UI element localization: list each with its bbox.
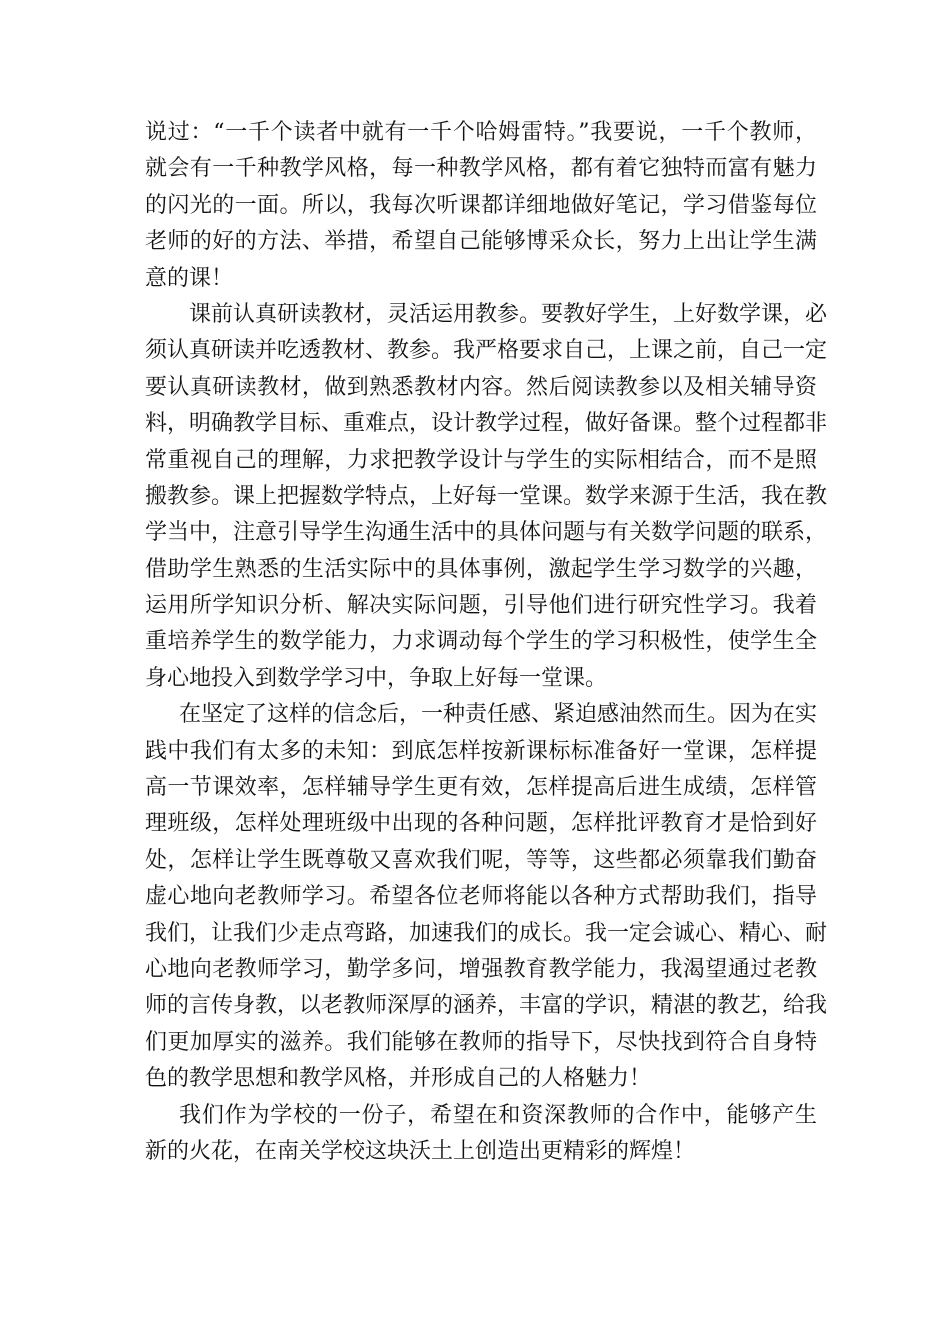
text-line: 处，怎样让学生既尊敬又喜欢我们呢，等等，这些都必须靠我们勤奋 <box>145 847 817 873</box>
text-line: 的闪光的一面。所以，我每次听课都详细地做好笔记，学习借鉴每位 <box>145 192 817 218</box>
text-line: 理班级，怎样处理班级中出现的各种问题，怎样批评教育才是恰到好 <box>145 811 817 837</box>
text-line: 在坚定了这样的信念后，一种责任感、紧迫感油然而生。因为在实 <box>179 702 818 728</box>
text-line: 搬教参。课上把握数学特点，上好每一堂课。数学来源于生活，我在教 <box>145 483 828 509</box>
text-line: 运用所学知识分析、解决实际问题，引导他们进行研究性学习。我着 <box>145 593 817 619</box>
paragraph-responsibility <box>145 697 828 1097</box>
text-line: 老师的好的方法、举措，希望自己能够博采众长，努力上出让学生满 <box>145 229 817 255</box>
text-line: 践中我们有太多的未知：到底怎样按新课标标准备好一堂课，怎样提 <box>145 738 817 764</box>
document-page <box>145 115 828 1170</box>
paragraph-study-materials <box>145 297 828 697</box>
text-line: 意的课！ <box>145 265 234 291</box>
text-line: 借助学生熟悉的生活实际中的具体事例，激起学生学习数学的兴趣， <box>145 556 817 582</box>
text-line: 虚心地向老教师学习。希望各位老师将能以各种方式帮助我们，指导 <box>145 884 817 910</box>
text-line: 说过：“一千个读者中就有一千个哈姆雷特。”我要说，一千个教师， <box>145 120 817 145</box>
text-line: 我们作为学校的一份子，希望在和资深教师的合作中，能够产生 <box>179 1102 817 1128</box>
text-line: 色的教学思想和教学风格，并形成自己的人格魅力！ <box>145 1066 652 1092</box>
text-line: 我们，让我们少走点弯路，加速我们的成长。我一定会诚心、精心、耐 <box>145 920 828 946</box>
text-line: 料，明确教学目标、重难点，设计教学过程，做好备课。整个过程都非 <box>145 411 828 437</box>
text-line: 师的言传身教，以老教师深厚的涵养，丰富的学识，精湛的教艺，给我 <box>145 993 828 1019</box>
text-line: 课前认真研读教材，灵活运用教参。要教好学生，上好数学课，必 <box>189 301 828 327</box>
text-line: 须认真研读并吃透教材、教参。我严格要求自己，上课之前，自己一定 <box>145 338 828 364</box>
text-line: 重培养学生的数学能力，力求调动每个学生的学习积极性，使学生全 <box>145 629 817 655</box>
text-line: 常重视自己的理解，力求把教学设计与学生的实际相结合，而不是照 <box>145 447 817 473</box>
text-line: 身心地投入到数学学习中，争取上好每一堂课。 <box>145 665 608 691</box>
text-line: 就会有一千种教学风格，每一种教学风格，都有着它独特而富有魅力 <box>145 156 817 182</box>
text-line: 学当中，注意引导学生沟通生活中的具体问题与有关数学问题的联系， <box>145 520 828 546</box>
text-line: 心地向老教师学习，勤学多问，增强教育教学能力，我渴望通过老教 <box>145 956 817 982</box>
paragraph-closing <box>145 1098 817 1171</box>
text-line: 新的火花，在南关学校这块沃土上创造出更精彩的辉煌！ <box>145 1138 696 1164</box>
paragraph-hamlet-quote <box>145 115 817 297</box>
text-line: 们更加厚实的滋养。我们能够在教师的指导下，尽快找到符合自身特 <box>145 1029 817 1055</box>
text-line: 要认真研读教材，做到熟悉教材内容。然后阅读教参以及相关辅导资 <box>145 374 817 400</box>
text-line: 高一节课效率，怎样辅导学生更有效，怎样提高后进生成绩，怎样管 <box>145 775 817 801</box>
